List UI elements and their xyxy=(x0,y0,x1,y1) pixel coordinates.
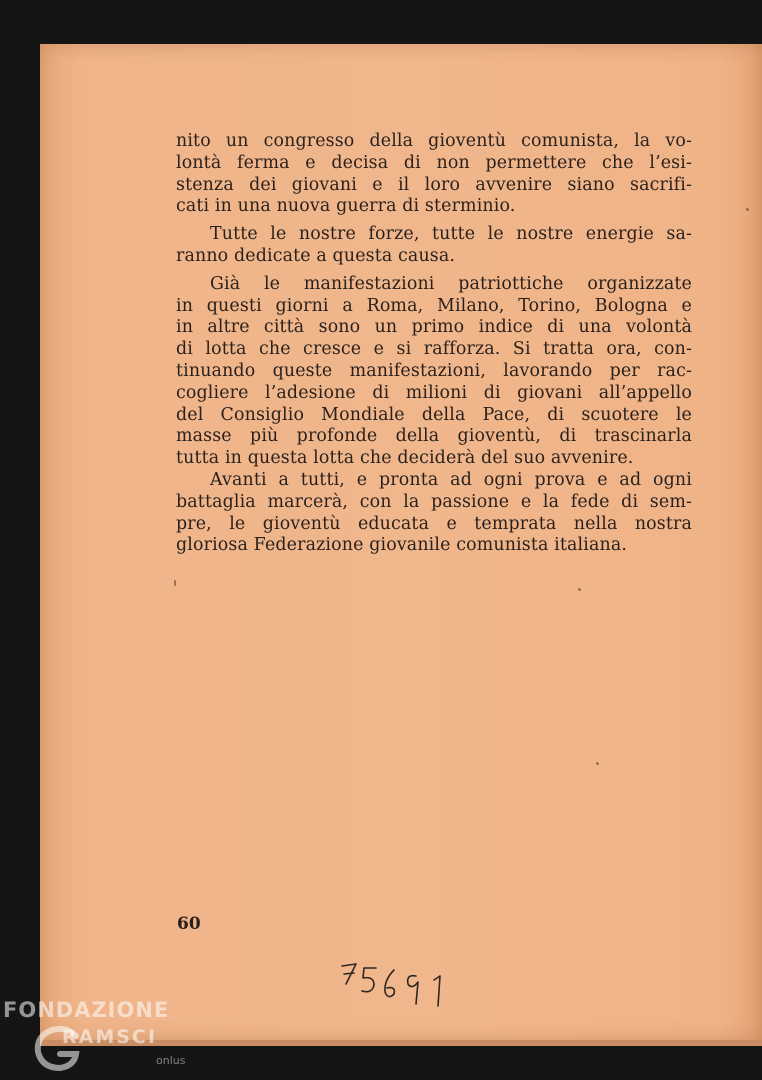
paper-speck xyxy=(746,208,749,211)
text-line: Avanti a tutti, e pronta ad ogni prova e ad ogni xyxy=(210,469,692,490)
text-line: ranno dedicate a questa causa. xyxy=(176,245,456,266)
text-line: gloriosa Federazione giovanile comunista italiana. xyxy=(176,535,628,556)
text-line: in altre città sono un primo indice di una volontà xyxy=(176,317,692,338)
text-line: cogliere l’adesione di milioni di giovani all’appello xyxy=(176,382,692,403)
text-line: tinuando queste manifestazioni, lavorando per rac- xyxy=(176,360,692,381)
text-line: di lotta che cresce e si rafforza. Si tratta ora, con- xyxy=(176,339,692,360)
body-text xyxy=(176,131,692,557)
paragraph-4 xyxy=(176,470,692,557)
text-line: stenza dei giovani e il loro avvenire siano sacrifi- xyxy=(176,174,692,195)
text-line: masse più profonde della gioventù, di trascinarla xyxy=(176,426,692,447)
text-line: Tutte le nostre forze, tutte le nostre energie sa- xyxy=(210,224,692,245)
text-line: in questi giorni a Roma, Milano, Torino, Bologna e xyxy=(176,295,692,316)
text-line: battaglia marcerà, con la passione e la fede di sem- xyxy=(176,491,692,512)
paragraph-3 xyxy=(176,274,692,470)
text-line: tutta in questa lotta che deciderà del suo avvenire. xyxy=(176,448,634,469)
text-line: nito un congresso della gioventù comunista, la vo- xyxy=(176,131,692,151)
text-line: cati in una nuova guerra di sterminio. xyxy=(176,196,516,217)
paper-speck xyxy=(174,580,176,586)
watermark-line-2: RAMSCI xyxy=(62,1026,157,1048)
text-line: Già le manifestazioni patriottiche organizzate xyxy=(210,273,692,294)
fondazione-watermark xyxy=(0,990,200,1080)
watermark-line-1: FONDAZIONE xyxy=(3,998,170,1022)
page-number: 60 xyxy=(177,914,201,934)
handwritten-note xyxy=(336,954,456,1014)
paper-speck xyxy=(596,762,599,765)
paragraph-2 xyxy=(176,224,692,268)
paper-speck xyxy=(578,588,581,591)
text-line: pre, le gioventù educata e temprata nella nostra xyxy=(176,513,692,534)
text-line: del Consiglio Mondiale della Pace, di scuotere le xyxy=(176,404,692,425)
paragraph-1 xyxy=(176,131,692,218)
text-line: lontà ferma e decisa di non permettere che l’esi- xyxy=(176,152,692,173)
watermark-suffix: onlus xyxy=(156,1054,186,1067)
